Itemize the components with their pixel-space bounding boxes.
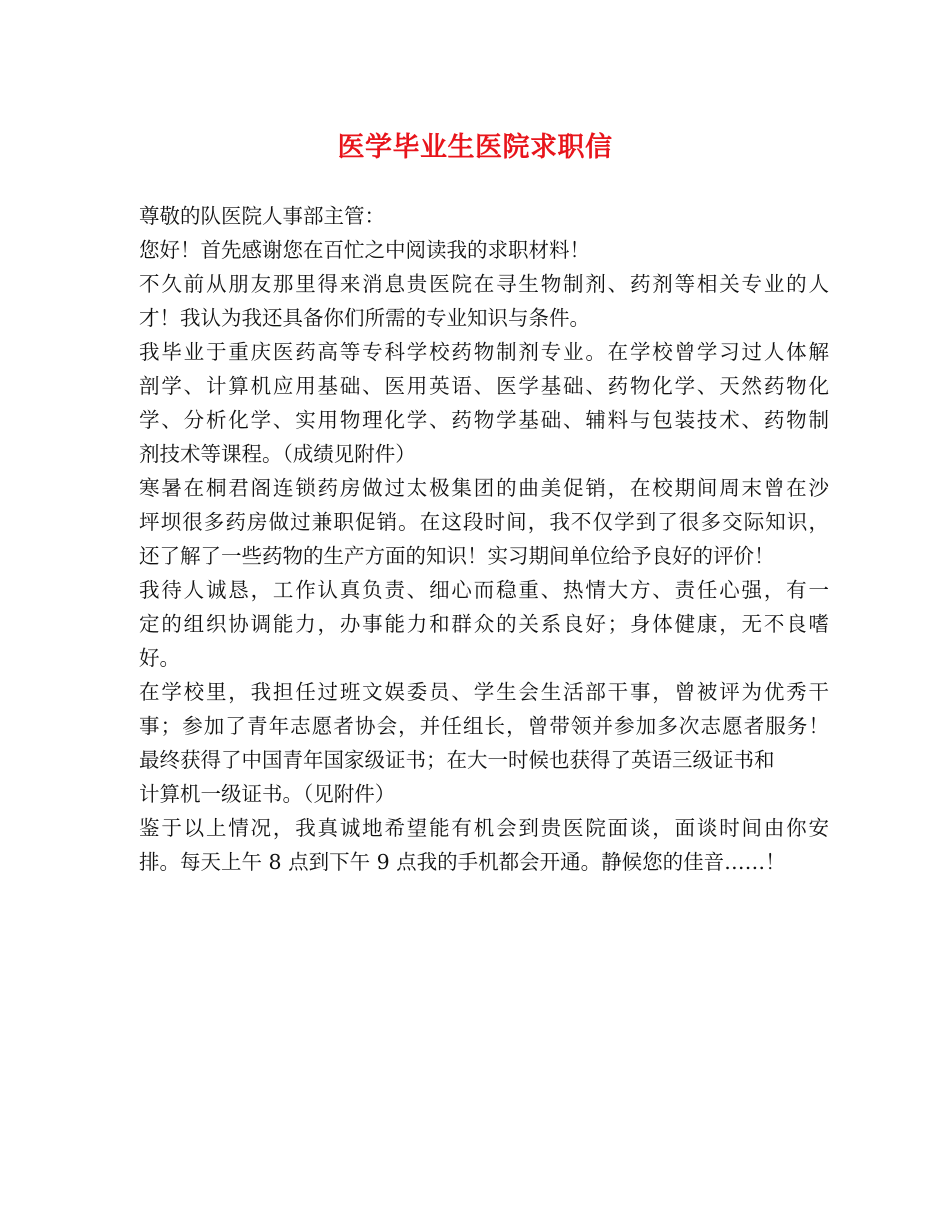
closing-line: 排。每天上午 8 点到下午 9 点我的手机都会开通。静候您的佳音……！: [139, 850, 786, 874]
paragraph-line: 不久前从朋友那里得来消息贵医院在寻生物制剂、药剂等相关专业的人: [139, 272, 829, 296]
paragraph-line: 寒暑在桐君阁连锁药房做过太极集团的曲美促销，在校期间周末曾在沙: [139, 476, 829, 500]
paragraph-line: 在学校里，我担任过班文娱委员、学生会生活部干事，曾被评为优秀干: [139, 680, 829, 704]
paragraph-line: 定的组织协调能力，办事能力和群众的关系良好；身体健康，无不良嗜: [139, 612, 829, 636]
paragraph-line: 我待人诚恳，工作认真负责、细心而稳重、热情大方、责任心强，有一: [139, 578, 829, 602]
document-title: 医学毕业生医院求职信: [337, 132, 613, 163]
paragraph-line: 我毕业于重庆医药高等专科学校药物制剂专业。在学校曾学习过人体解: [139, 340, 829, 364]
paragraph-line: 还了解了一些药物的生产方面的知识！实习期间单位给予良好的评价！: [139, 544, 775, 568]
paragraph-line: 剂技术等课程。（成绩见附件）: [139, 442, 416, 466]
paragraph-line: 计算机一级证书。（见附件）: [139, 782, 396, 806]
greeting-line: 您好！首先感谢您在百忙之中阅读我的求职材料！: [139, 238, 590, 262]
paragraph-line: 剖学、计算机应用基础、医用英语、医学基础、药物化学、天然药物化: [139, 374, 829, 398]
paragraph-line: 鉴于以上情况，我真诚地希望能有机会到贵医院面谈，面谈时间由你安: [139, 816, 829, 840]
paragraph-line: 坪坝很多药房做过兼职促销。在这段时间，我不仅学到了很多交际知识，: [139, 510, 829, 534]
salutation-line: 尊敬的队医院人事部主管：: [139, 204, 385, 228]
letter-body: [139, 199, 829, 879]
paragraph-line: 学、分析化学、实用物理化学、药物学基础、辅料与包装技术、药物制: [139, 408, 829, 432]
paragraph-line: 事；参加了青年志愿者协会，并任组长，曾带领并参加多次志愿者服务！: [139, 714, 829, 738]
paragraph-line: 好。: [139, 646, 180, 670]
paragraph-line: 才！我认为我还具备你们所需的专业知识与条件。: [139, 306, 590, 330]
paragraph-line: 最终获得了中国青年国家级证书；在大一时候也获得了英语三级证书和: [139, 748, 775, 772]
